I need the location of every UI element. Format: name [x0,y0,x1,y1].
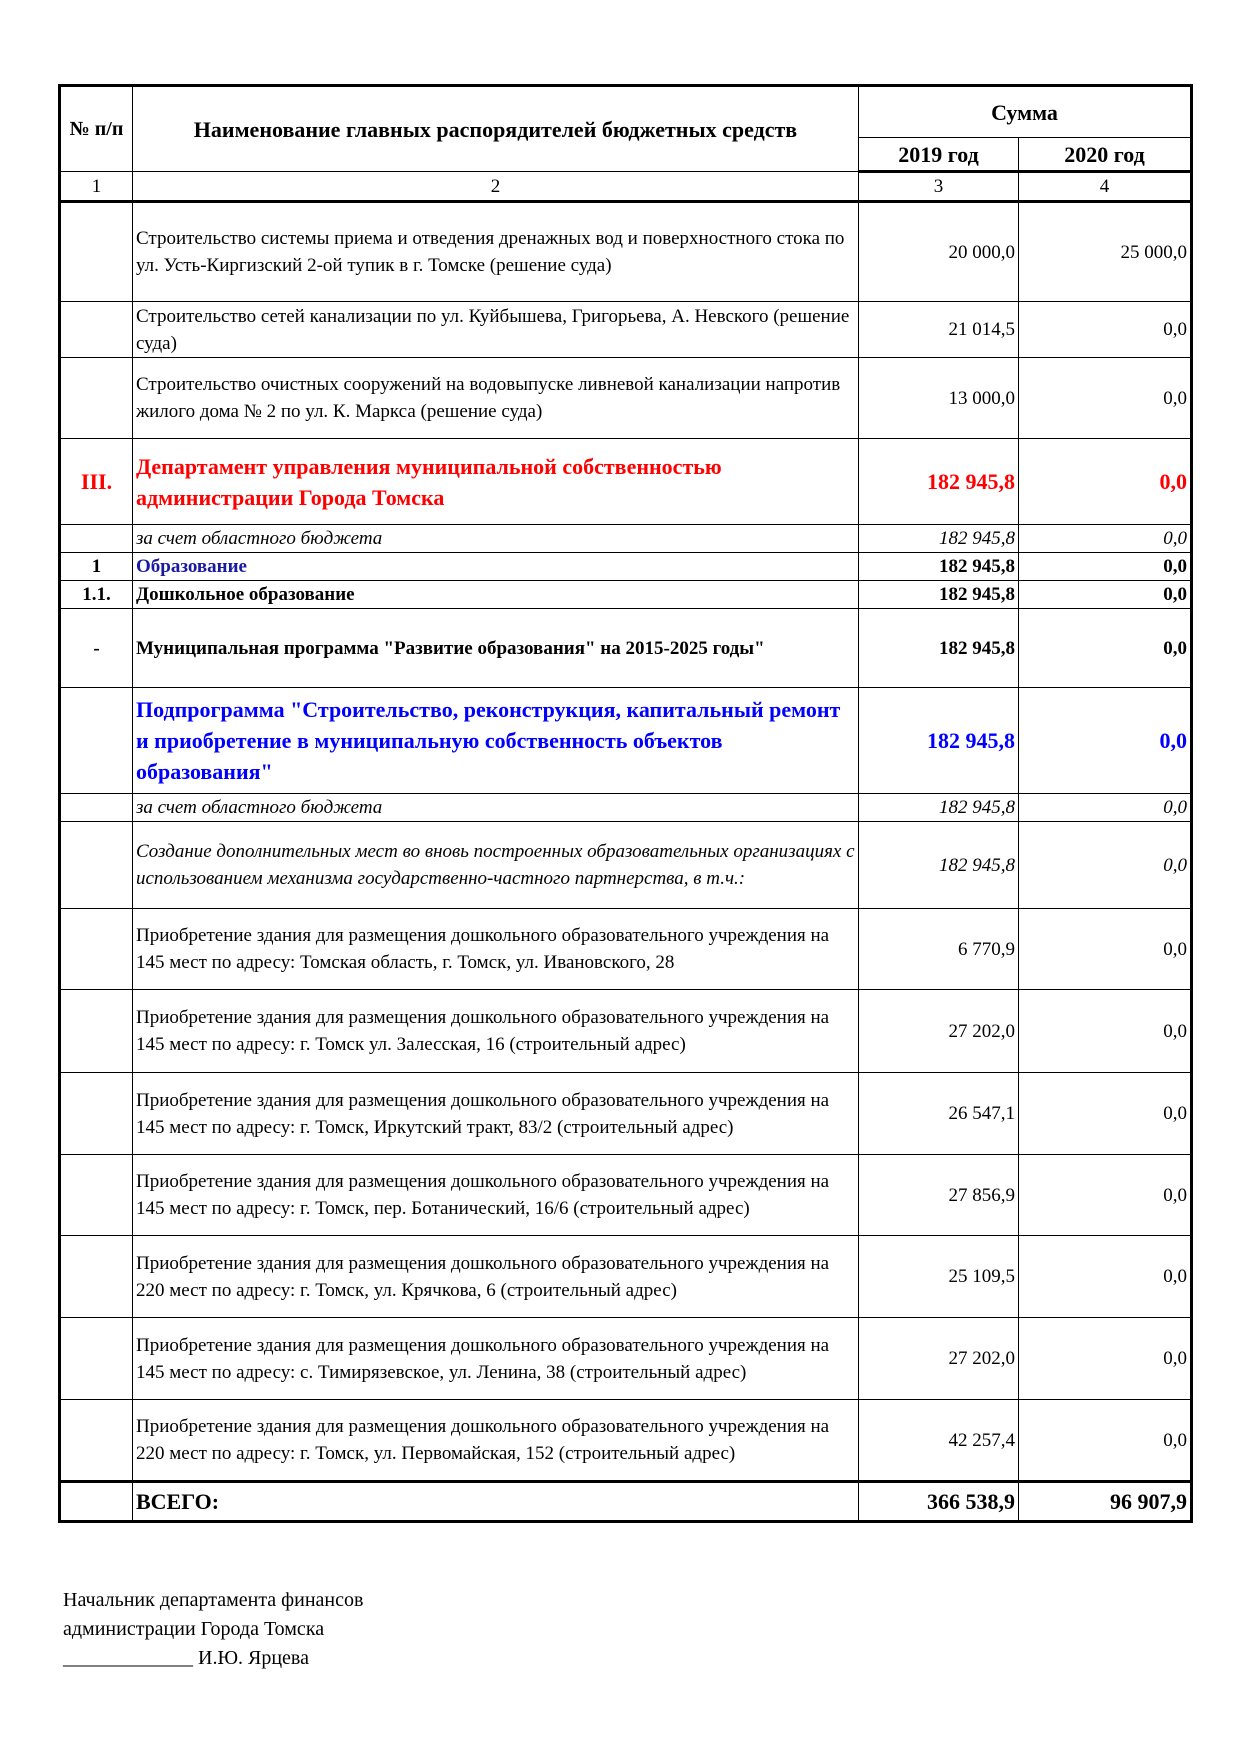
row-value-2019: 182 945,8 [859,794,1019,822]
signature-block [63,1586,363,1673]
row-number [60,302,133,358]
row-value-2019: 182 945,8 [859,525,1019,553]
row-number [60,1400,133,1482]
row-value-2019: 13 000,0 [859,358,1019,439]
row-value-2019: 26 547,1 [859,1073,1019,1155]
row-name: Приобретение здания для размещения дошкольного образовательного учреждения на 145 мест по адресу: г. Томск, пер. Ботанический, 16/6 (строительный адрес) [133,1155,859,1236]
row-value-2019: 42 257,4 [859,1400,1019,1482]
row-name: Подпрограмма "Строительство, реконструкция, капитальный ремонт и приобретение в муниципальную собственность объектов образования" [133,688,859,794]
row-number [60,688,133,794]
row-name: Приобретение здания для размещения дошкольного образовательного учреждения на 145 мест по адресу: Томская область, г. Томск, ул. Ивановского, 28 [133,909,859,990]
row-value-2020: 0,0 [1019,1318,1192,1400]
table-row [60,202,1192,302]
row-value-2020: 0,0 [1019,688,1192,794]
row-value-2020: 0,0 [1019,1400,1192,1482]
row-name: Приобретение здания для размещения дошкольного образовательного учреждения на 145 мест по адресу: с. Тимирязевское, ул. Ленина, 38 (строительный адрес) [133,1318,859,1400]
table-row [60,525,1192,553]
row-value-2020: 0,0 [1019,909,1192,990]
row-name: Строительство сетей канализации по ул. Куйбышева, Григорьева, А. Невского (решение суда) [133,302,859,358]
header-2020: 2020 год [1019,138,1192,172]
row-value-2019: 21 014,5 [859,302,1019,358]
table-row [60,1155,1192,1236]
table-row [60,553,1192,581]
row-value-2019: 182 945,8 [859,553,1019,581]
row-number [60,822,133,909]
row-name: Приобретение здания для размещения дошкольного образовательного учреждения на 220 мест по адресу: г. Томск, ул. Крячкова, 6 (строительный адрес) [133,1236,859,1318]
row-value-2019: 182 945,8 [859,581,1019,609]
table-row [60,822,1192,909]
row-value-2020: 0,0 [1019,525,1192,553]
table-row [60,581,1192,609]
row-name: Департамент управления муниципальной собственностью администрации Города Томска [133,439,859,525]
header-sum: Сумма [859,86,1192,138]
row-value-2019: 182 945,8 [859,822,1019,909]
row-value-2020: 0,0 [1019,553,1192,581]
table-row [60,439,1192,525]
row-number [60,358,133,439]
row-number [60,909,133,990]
row-name: Муниципальная программа "Развитие образования" на 2015-2025 годы" [133,609,859,688]
table-row [60,1236,1192,1318]
row-value-2019: 27 202,0 [859,1318,1019,1400]
row-name: Дошкольное образование [133,581,859,609]
row-value-2019: 182 945,8 [859,439,1019,525]
row-number [60,202,133,302]
row-number [60,990,133,1073]
table-row [60,609,1192,688]
row-name: Строительство очистных сооружений на водовыпуске ливневой канализации напротив жилого дома № 2 по ул. К. Маркса (решение суда) [133,358,859,439]
row-name: Приобретение здания для размещения дошкольного образовательного учреждения на 145 мест по адресу: г. Томск, Иркутский тракт, 83/2 (строительный адрес) [133,1073,859,1155]
col-number-2: 2 [133,172,859,202]
total-2020: 96 907,9 [1019,1482,1192,1522]
total-label: ВСЕГО: [133,1482,859,1522]
row-number: 1.1. [60,581,133,609]
row-value-2019: 20 000,0 [859,202,1019,302]
col-number-1: 1 [60,172,133,202]
total-2019: 366 538,9 [859,1482,1019,1522]
table-row [60,794,1192,822]
row-name: Строительство системы приема и отведения дренажных вод и поверхностного стока по ул. Усть-Киргизский 2-ой тупик в г. Томске (решение суда) [133,202,859,302]
row-number [60,1073,133,1155]
signature-title-1: Начальник департамента финансов [63,1589,364,1611]
row-number: - [60,609,133,688]
header-name: Наименование главных распорядителей бюджетных средств [133,86,859,172]
total-num [60,1482,133,1522]
row-value-2019: 27 856,9 [859,1155,1019,1236]
row-value-2019: 182 945,8 [859,688,1019,794]
table-row [60,688,1192,794]
row-name: Приобретение здания для размещения дошкольного образовательного учреждения на 145 мест по адресу: г. Томск ул. Залесская, 16 (строительный адрес) [133,990,859,1073]
row-number [60,1318,133,1400]
row-number [60,525,133,553]
row-value-2020: 0,0 [1019,1073,1192,1155]
table-row [60,990,1192,1073]
row-value-2020: 0,0 [1019,822,1192,909]
row-value-2019: 25 109,5 [859,1236,1019,1318]
row-number: III. [60,439,133,525]
row-value-2020: 25 000,0 [1019,202,1192,302]
row-value-2019: 6 770,9 [859,909,1019,990]
row-name: за счет областного бюджета [133,525,859,553]
row-number [60,794,133,822]
table-row [60,1318,1192,1400]
row-value-2020: 0,0 [1019,794,1192,822]
row-value-2020: 0,0 [1019,302,1192,358]
row-number: 1 [60,553,133,581]
row-value-2020: 0,0 [1019,990,1192,1073]
row-value-2020: 0,0 [1019,1236,1192,1318]
col-number-4: 4 [1019,172,1192,202]
table-row [60,909,1192,990]
signature-title-2: администрации Города Томска [63,1618,325,1640]
row-value-2019: 27 202,0 [859,990,1019,1073]
header-num: № п/п [60,86,133,172]
table-row [60,1073,1192,1155]
row-name: Образование [133,553,859,581]
table-row [60,358,1192,439]
row-value-2020: 0,0 [1019,439,1192,525]
signature-name: _____________ И.Ю. Ярцева [63,1647,309,1669]
row-value-2020: 0,0 [1019,358,1192,439]
row-number [60,1155,133,1236]
header-2019: 2019 год [859,138,1019,172]
col-number-3: 3 [859,172,1019,202]
row-name: Приобретение здания для размещения дошкольного образовательного учреждения на 220 мест по адресу: г. Томск, ул. Первомайская, 152 (строительный адрес) [133,1400,859,1482]
row-value-2020: 0,0 [1019,1155,1192,1236]
row-name: за счет областного бюджета [133,794,859,822]
row-value-2020: 0,0 [1019,581,1192,609]
budget-table [58,84,1193,1523]
row-value-2020: 0,0 [1019,609,1192,688]
table-row [60,1400,1192,1482]
row-number [60,1236,133,1318]
row-value-2019: 182 945,8 [859,609,1019,688]
table-row [60,302,1192,358]
row-name: Создание дополнительных мест во вновь построенных образовательных организациях с использованием механизма государственно-частного партнерства, в т.ч.: [133,822,859,909]
